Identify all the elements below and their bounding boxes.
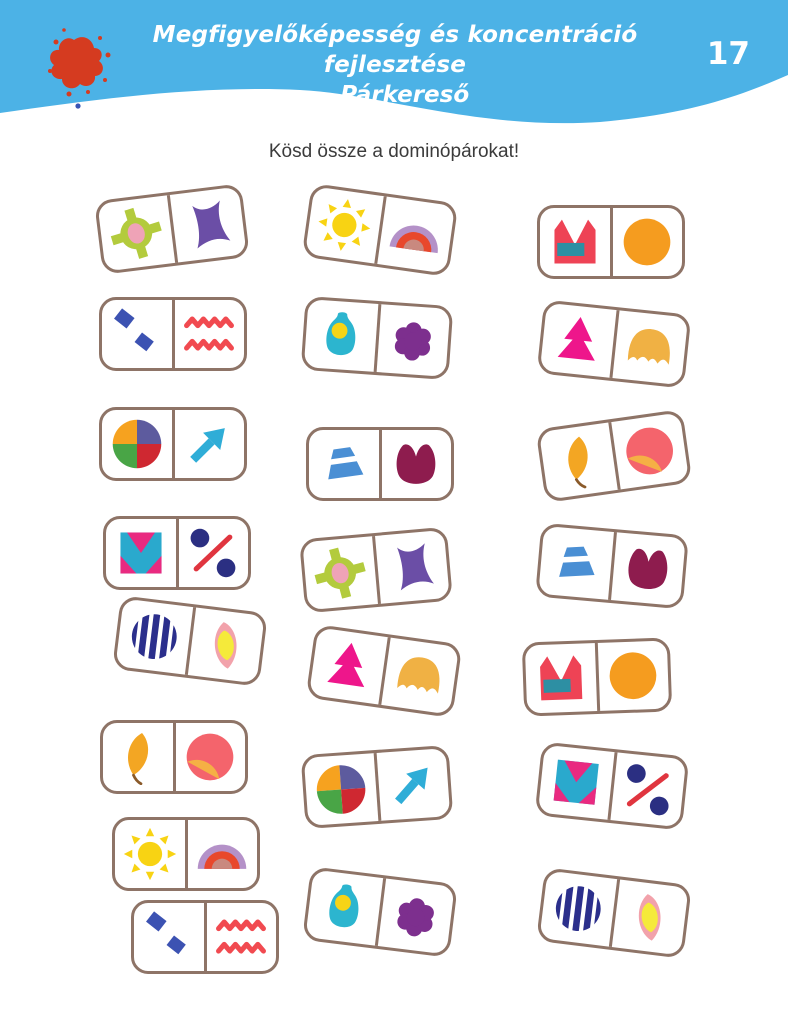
domino-l2-diamonds-zigzag[interactable]	[99, 297, 247, 371]
flower-icon	[385, 885, 447, 947]
domino-half	[134, 903, 204, 971]
swoosh-icon	[382, 537, 443, 598]
coral-circle-icon	[618, 419, 681, 482]
domino-half	[302, 536, 377, 610]
domino-r4-trapezoids-owl[interactable]	[535, 523, 689, 610]
eye-leaf-icon	[619, 886, 681, 948]
domino-half	[375, 530, 450, 604]
domino-r6-pattern-square-percent[interactable]	[535, 741, 690, 830]
domino-l6-leaf-coral-circle[interactable]	[100, 720, 248, 794]
domino-l5-striped-circle-eye-leaf[interactable]	[112, 595, 268, 686]
orange-circle-icon	[604, 647, 662, 705]
tree-icon	[547, 309, 609, 371]
zigzag-icon	[213, 909, 269, 965]
domino-half	[175, 300, 245, 368]
domino-half	[187, 607, 264, 683]
gear-icon	[105, 202, 167, 264]
domino-m1-sun-rainbow[interactable]	[302, 183, 459, 277]
vase-icon	[311, 306, 371, 366]
domino-half	[540, 303, 616, 378]
domino-half	[611, 532, 686, 606]
owl-icon	[618, 539, 679, 600]
domino-half	[611, 412, 689, 489]
striped-circle-icon	[547, 877, 609, 939]
trapezoids-icon	[546, 533, 607, 594]
diamonds-icon	[141, 909, 197, 965]
crown-icon	[532, 649, 590, 707]
domino-half	[176, 723, 246, 791]
crown-icon	[547, 214, 603, 270]
domino-half	[309, 430, 379, 498]
hair-icon	[388, 644, 451, 707]
domino-m2-vase-flower[interactable]	[301, 296, 454, 380]
domino-half	[612, 310, 688, 385]
domino-half	[540, 208, 610, 276]
domino-l1-gear-swoosh[interactable]	[94, 183, 250, 274]
striped-circle-icon	[123, 605, 185, 667]
domino-r7-striped-circle-eye-leaf[interactable]	[536, 867, 692, 958]
domino-half	[304, 299, 378, 372]
domino-half	[382, 430, 452, 498]
sun-icon	[312, 193, 375, 256]
domino-half	[377, 878, 454, 954]
domino-r5-crown-orange-circle[interactable]	[522, 637, 672, 716]
rainbow-icon	[384, 203, 447, 266]
domino-m3-trapezoids-owl[interactable]	[306, 427, 454, 501]
arrow-icon	[181, 416, 237, 472]
page-title-line1: Megfigyelőképesség és koncentráció fejlesztése	[152, 22, 638, 78]
eye-leaf-icon	[195, 614, 257, 676]
domino-m7-vase-flower[interactable]	[302, 866, 458, 957]
domino-l4-pattern-square-percent[interactable]	[103, 516, 251, 590]
hair-icon	[619, 317, 681, 379]
arrow-icon	[383, 755, 443, 815]
owl-icon	[388, 436, 444, 492]
swoosh-icon	[177, 193, 239, 255]
domino-r1-crown-orange-circle[interactable]	[537, 205, 685, 279]
domino-half	[538, 745, 614, 820]
domino-l8-diamonds-zigzag[interactable]	[131, 900, 279, 974]
leaf-icon	[110, 729, 166, 785]
domino-m5-tree-hair[interactable]	[306, 624, 463, 718]
domino-half	[610, 752, 686, 827]
percent-icon	[185, 525, 241, 581]
domino-half	[611, 879, 688, 955]
domino-half	[169, 187, 246, 263]
domino-half	[102, 410, 172, 478]
domino-half	[305, 186, 383, 263]
pattern-square-icon	[113, 525, 169, 581]
colorwheel-icon	[311, 760, 371, 820]
domino-half	[377, 197, 455, 274]
domino-half	[381, 638, 459, 715]
vase-icon	[313, 876, 375, 938]
domino-half	[103, 723, 173, 791]
page-number: 17	[706, 36, 750, 72]
domino-l3-colorwheel-arrow[interactable]	[99, 407, 247, 481]
domino-half	[97, 195, 174, 271]
domino-half	[305, 870, 382, 946]
domino-half	[539, 423, 617, 500]
domino-l7-sun-rainbow[interactable]	[112, 817, 260, 891]
domino-half	[188, 820, 258, 888]
domino-half	[304, 753, 378, 826]
domino-r3-leaf-coral-circle[interactable]	[536, 409, 693, 503]
domino-half	[102, 300, 172, 368]
domino-half	[175, 410, 245, 478]
domino-half	[539, 871, 616, 947]
domino-m6-colorwheel-arrow[interactable]	[301, 745, 454, 829]
domino-half	[115, 599, 192, 675]
orange-circle-icon	[619, 214, 675, 270]
domino-half	[376, 304, 450, 377]
coral-circle-icon	[182, 729, 238, 785]
sun-icon	[122, 826, 178, 882]
tree-icon	[316, 634, 379, 697]
domino-half	[207, 903, 277, 971]
percent-icon	[617, 759, 679, 821]
domino-half	[597, 641, 669, 711]
domino-half	[538, 526, 613, 600]
trapezoids-icon	[316, 436, 372, 492]
rainbow-icon	[194, 826, 250, 882]
domino-r2-tree-hair[interactable]	[537, 299, 692, 388]
domino-half	[613, 208, 683, 276]
domino-half	[309, 627, 387, 704]
domino-half	[106, 519, 176, 587]
instruction-text: Kösd össze a dominópárokat!	[268, 141, 520, 162]
diamonds-icon	[109, 306, 165, 362]
flower-icon	[383, 311, 443, 371]
domino-half	[525, 643, 597, 713]
gear-icon	[310, 543, 371, 604]
page-title-line2: – Párkereső	[320, 82, 470, 108]
domino-half	[376, 748, 450, 821]
domino-m4-gear-swoosh[interactable]	[299, 527, 453, 614]
domino-half	[179, 519, 249, 587]
leaf-icon	[546, 429, 609, 492]
pattern-square-icon	[545, 751, 607, 813]
colorwheel-icon	[109, 416, 165, 472]
zigzag-icon	[181, 306, 237, 362]
domino-half	[115, 820, 185, 888]
